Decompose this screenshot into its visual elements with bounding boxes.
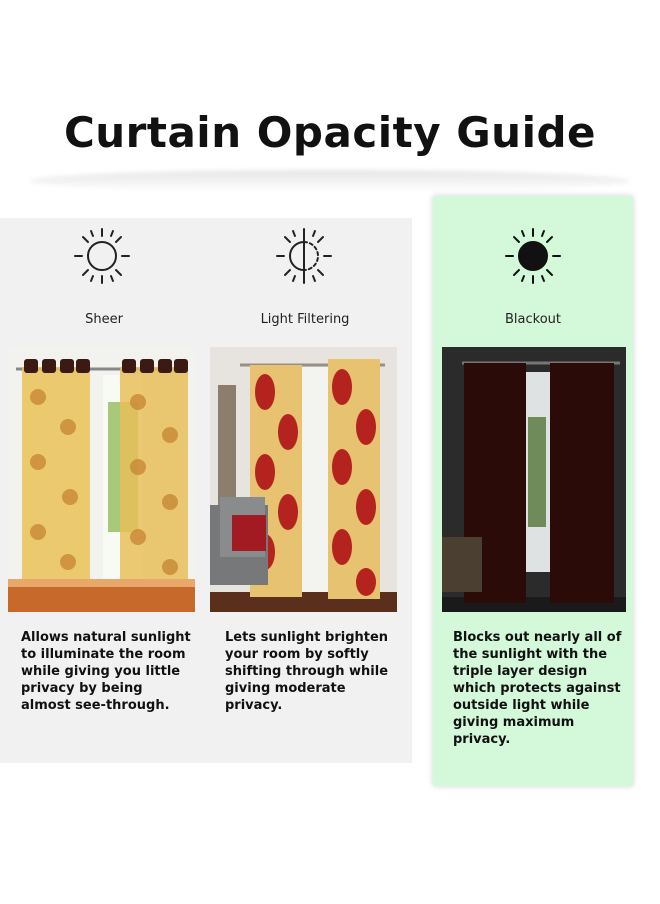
sun-filled-icon [503,226,563,286]
sheer-label: Sheer [85,312,123,327]
light-filtering-curtain-image [210,347,397,612]
blackout-description: Blocks out nearly all of the sunlight with the triple layer design which protects against outside light while giving maximum privacy. [453,630,622,747]
blackout-curtain-image [442,347,626,612]
sun-half-icon [274,226,334,286]
light-filtering-label: Light Filtering [260,312,350,327]
sun-outline-icon [72,226,132,286]
title-shadow [30,170,630,192]
blackout-label: Blackout [505,312,561,327]
sheer-curtain-image [8,347,195,612]
light-filtering-description: Lets sunlight brighten your room by softly shifting through while giving moderate privacy. [225,630,389,713]
sheer-description: Allows natural sunlight to illuminate the room while giving you little privacy by being almost see-through. [21,630,191,713]
page-title: Curtain Opacity Guide [63,108,597,157]
